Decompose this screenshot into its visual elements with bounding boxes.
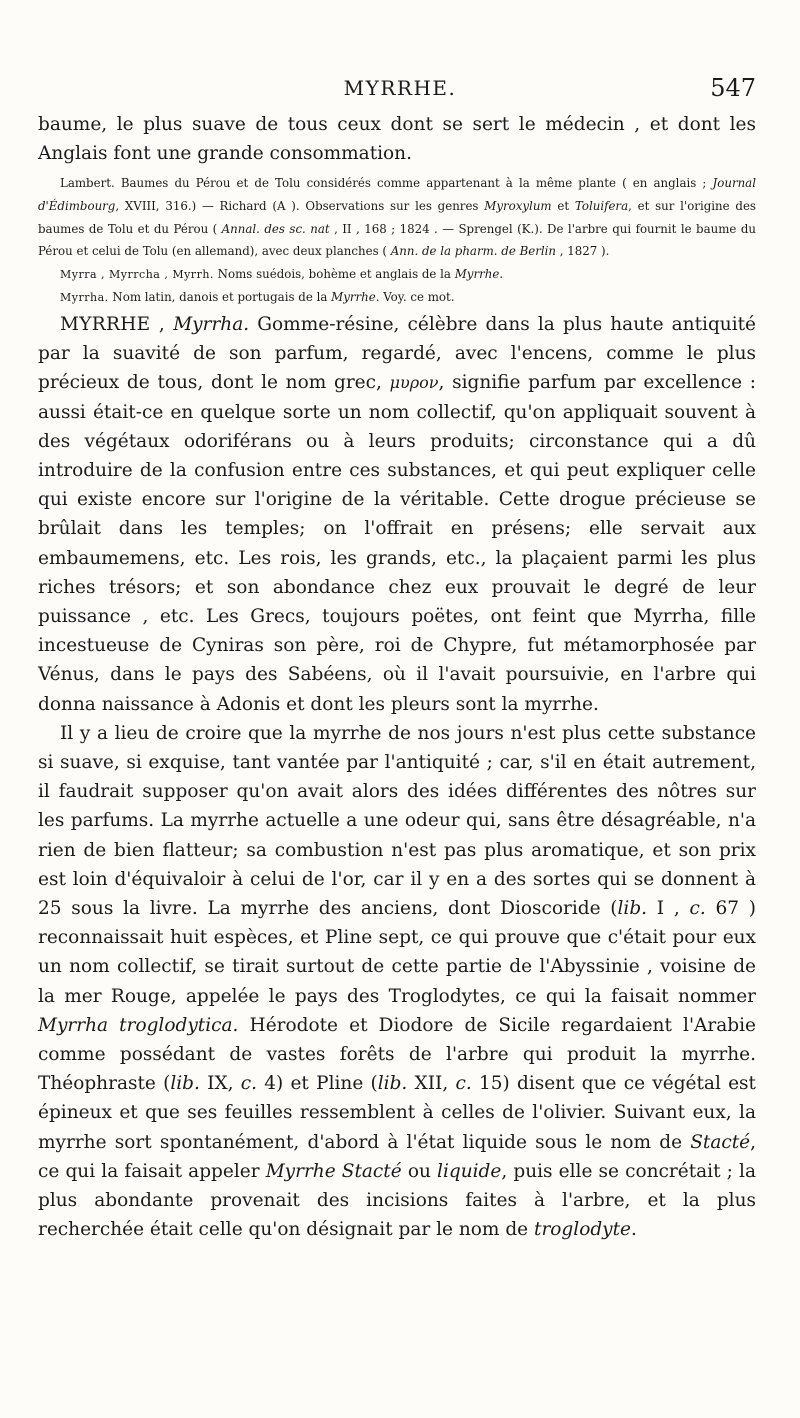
- entry-myrrha: Myrrha. Nom latin, danois et portugais de la Myrrhe. Voy. ce mot.: [60, 290, 455, 305]
- entry-myrra: Myrra , Myrrcha , Myrrh. Noms suédois, bohème et anglais de la Myrrhe.: [60, 266, 504, 281]
- page-header: [0, 76, 800, 106]
- article-paragraph-1: MYRRHE , Myrrha. Gomme-résine, célèbre dans la plus haute antiquité par la suavité de son parfum, regardé, avec l'encens, comme le plus précieux de tous, dont le nom grec, μυρον, signifie parfum par excellence : aussi était-ce en quelque sorte un nom collectif, qu'on appliquait souvent à des végétaux odoriférans ou à leurs produits; circonstance qui a dû introduire de la confusion entre ces substances, et qui peut expliquer celle qui existe encore sur l'origine de la véritable. Cette drogue précieuse se brûlait dans les temples; on l'offrait en présens; elle servait aux embaumemens, etc. Les rois, les grands, etc., la plaçaient parmi les plus riches trésors; et son abondance chez eux prouvait le degré de leur puissance , etc. Les Grecs, toujours poëtes, ont feint que Myrrha, fille incestueuse de Cyniras son père, roi de Chypre, fut métamorphosée par Vénus, dans le pays des Sabéens, où il l'avait poursuivie, en l'arbre qui donna naissance à Adonis et dont les pleurs sont la myrrhe.: [38, 313, 756, 715]
- bibliography-note: Lambert. Baumes du Pérou et de Tolu considérés comme appartenant à la même plante ( en anglais ; Journal d'Édimbourg, XVIII, 316.) — Richard (A ). Observations sur les genres Myroxylum et Toluifera, et sur l'origine des baumes de Tolu et du Pérou ( Annal. des sc. nat , II , 168 ; 1824 . — Sprengel (K.). De l'arbre qui fournit le baume du Pérou et celui de Tolu (en allemand), avec deux planches ( Ann. de la pharm. de Berlin , 1827 ).: [38, 176, 756, 259]
- article-paragraph-2: Il y a lieu de croire que la myrrhe de nos jours n'est plus cette substance si suave, si exquise, tant vantée par l'antiquité ; car, s'il en était autrement, il faudrait supposer qu'on avait alors des idées différentes des nôtres sur les parfums. La myrrhe actuelle a une odeur qui, sans être désagréable, n'a rien de bien flatteur; sa combustion n'est pas plus aromatique, et son prix est loin d'équivaloir à celui de l'or, car il y en a des sortes qui se donnent à 25 sous la livre. La myrrhe des anciens, dont Dioscoride (lib. I , c. 67 ) reconnaissait huit espèces, et Pline sept, ce qui prouve que c'était pour eux un nom collectif, se tirait surtout de cette partie de l'Abyssinie , voisine de la mer Rouge, appelée le pays des Troglodytes, ce qui la faisait nommer Myrrha troglodytica. Hérodote et Diodore de Sicile regardaient l'Arabie comme possédant de vastes forêts de l'arbre qui produit la myrrhe. Théophraste (lib. IX, c. 4) et Pline (lib. XII, c. 15) disent que ce végétal est épineux et que ses feuilles ressemblent à celles de l'olivier. Suivant eux, la myrrhe sort spontanément, d'abord à l'état liquide sous le nom de Stacté, ce qui la faisait appeler Myrrhe Stacté ou liquide, puis elle se concrétait ; la plus abondante provenait des incisions faites à l'arbre, et la plus recherchée était celle qu'on désignait par le nom de troglodyte.: [38, 722, 756, 1241]
- continuation-paragraph: baume, le plus suave de tous ceux dont se sert le médecin , et dont les Anglais font une grande consommation.: [38, 114, 756, 165]
- page-body: [38, 110, 756, 1244]
- running-title: MYRRHE.: [343, 76, 457, 100]
- page-number: 547: [710, 74, 756, 102]
